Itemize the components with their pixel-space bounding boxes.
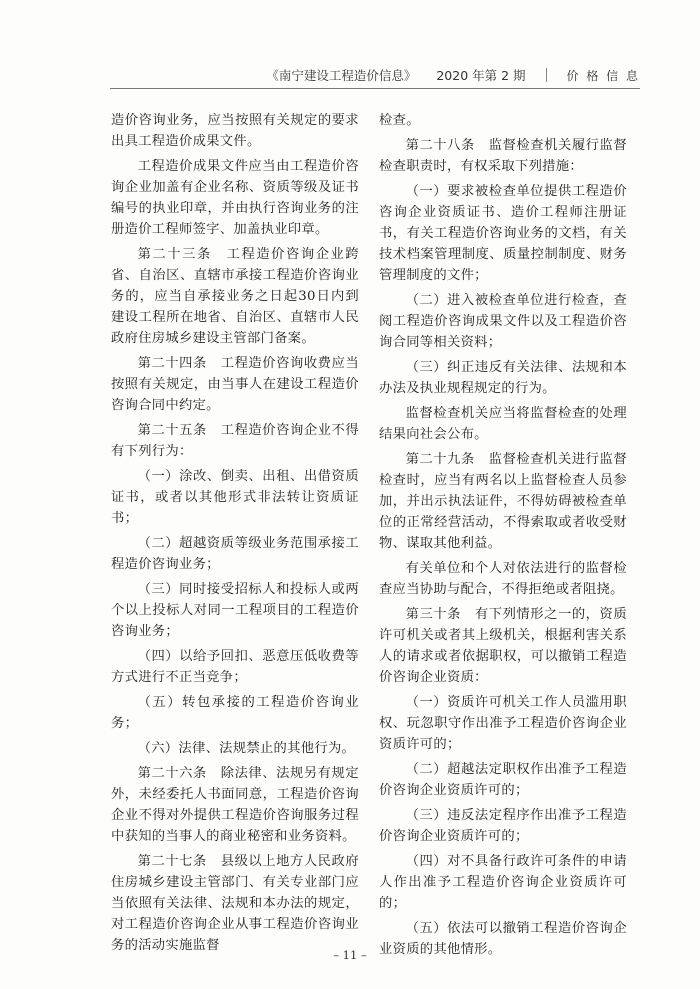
left-column-paragraph: （六）法律、法规禁止的其他行为。: [137, 741, 356, 756]
left-column-paragraph: 造价咨询业务，应当按照有关规定的要求出具工程造价成果文件。: [111, 113, 359, 149]
right-column-paragraph: （一）资质许可机关工作人员滥用职权、玩忽职守作出准予工程造价咨询企业资质许可的；: [379, 695, 627, 752]
right-column-paragraph: （五）依法可以撤销工程造价咨询企业资质的其他情形。: [379, 921, 627, 957]
page-number: – 11 –: [333, 948, 367, 962]
left-column: [111, 110, 359, 960]
right-column-paragraph: （三）违反法定程序作出准予工程造价咨询企业资质许可的；: [379, 808, 627, 844]
left-column-paragraph: 第二十五条 工程造价咨询企业不得有下列行为：: [111, 423, 359, 459]
left-column-paragraph: （一）涂改、倒卖、出租、出借资质证书，或者以其他形式非法转让资质证书；: [111, 469, 359, 526]
right-column-paragraph: （二）进入被检查单位进行检查，查阅工程造价咨询成果文件以及工程造价咨询合同等相关资料；: [379, 293, 627, 350]
right-column-paragraph: 第二十九条 监督检查机关进行监督检查时，应当有两名以上监督检查人员参加，并出示执法证件，不得妨碍被检查单位的正常经营活动，不得索取或者收受财物、谋取其他利益。: [379, 452, 627, 551]
right-column-paragraph: （一）要求被检查单位提供工程造价咨询企业资质证书、造价工程师注册证书，有关工程造价咨询业务的文档，有关技术档案管理制度、质量控制制度、财务管理制度的文件；: [379, 184, 627, 283]
left-column-paragraph: （四）以给予回扣、恶意压低收费等方式进行不正当竞争；: [111, 649, 359, 685]
right-column: [379, 110, 627, 964]
right-column-paragraph: （三）纠正违反有关法律、法规和本办法及执业规程规定的行为。: [379, 360, 627, 396]
left-column-paragraph: （二）超越资质等级业务范围承接工程造价咨询业务；: [111, 536, 359, 572]
left-column-paragraph: 第二十七条 县级以上地方人民政府住房城乡建设主管部门、有关专业部门应当依照有关法律、法规和本办法的规定，对工程造价咨询企业从事工程造价咨询业务的活动实施监督: [111, 854, 359, 953]
right-column-paragraph: 监督检查机关应当将监督检查的处理结果向社会公布。: [379, 406, 627, 442]
left-column-paragraph: （五）转包承接的工程造价咨询业务；: [111, 695, 359, 731]
right-column-paragraph: 检查。: [379, 113, 420, 128]
left-column-paragraph: 第二十六条 除法律、法规另有规定外，未经委托人书面同意，工程造价咨询企业不得对外提供工程造价咨询服务过程中获知的当事人的商业秘密和业务资料。: [111, 766, 359, 844]
right-column-paragraph: 第二十八条 监督检查机关履行监督检查职责时，有权采取下列措施：: [379, 138, 627, 174]
left-column-paragraph: 工程造价成果文件应当由工程造价咨询企业加盖有企业名称、资质等级及证书编号的执业印章，并由执行咨询业务的注册造价工程师签字、加盖执业印章。: [111, 159, 359, 237]
left-column-paragraph: 第二十三条 工程造价咨询企业跨省、自治区、直辖市承接工程造价咨询业务的，应当自承接业务之日起30日内到建设工程所在地省、自治区、直辖市人民政府住房城乡建设主管部门备案。: [111, 247, 359, 346]
right-column-paragraph: 有关单位和个人对依法进行的监督检查应当协助与配合，不得拒绝或者阻挠。: [379, 561, 627, 597]
header-separator: [546, 68, 547, 82]
section-name: 价 格 信 息: [566, 68, 640, 83]
publication-title: 《南宁建设工程造价信息》: [266, 68, 417, 83]
running-header: [110, 64, 640, 86]
left-column-paragraph: （三）同时接受招标人和投标人或两个以上投标人对同一工程项目的工程造价咨询业务；: [111, 582, 359, 639]
right-column-paragraph: （四）对不具备行政许可条件的申请人作出准予工程造价咨询企业资质许可的；: [379, 854, 627, 911]
right-column-paragraph: （二）超越法定职权作出准予工程造价咨询企业资质许可的；: [379, 762, 627, 798]
issue-number: 2020 年第 2 期: [436, 68, 526, 83]
left-column-paragraph: 第二十四条 工程造价咨询收费应当按照有关规定，由当事人在建设工程造价咨询合同中约定。: [111, 356, 359, 413]
right-column-paragraph: 第三十条 有下列情形之一的，资质许可机关或者其上级机关，根据利害关系人的请求或者依据职权，可以撤销工程造价咨询企业资质：: [379, 607, 627, 685]
header-rule: [110, 88, 640, 89]
